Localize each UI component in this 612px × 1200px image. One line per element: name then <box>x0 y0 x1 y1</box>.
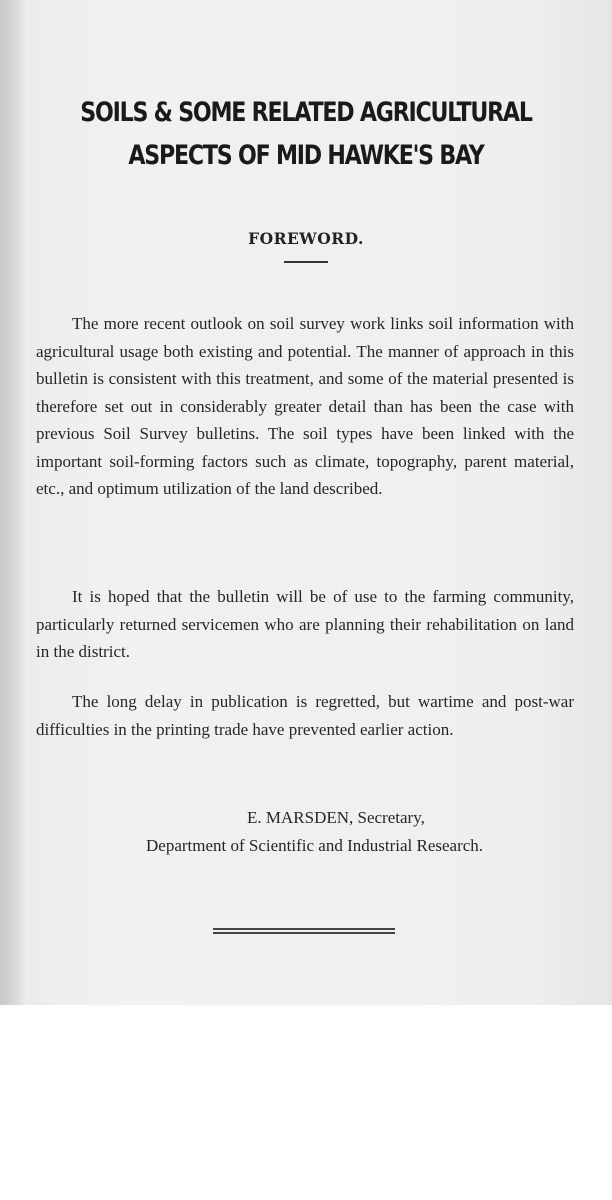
signature-department: Department of Scientific and Industrial Research. <box>146 836 484 855</box>
paragraph-3: The long delay in publication is regretted, but wartime and post-war difficulties in the printing trade have prevented earlier action. <box>36 692 574 739</box>
paragraph-2: It is hoped that the bulletin will be of use to the farming community, particularly returned servicemen who are planning their rehabilitation on land in the district. <box>36 587 574 661</box>
signature-name: E. MARSDEN, Secretary, <box>247 808 425 827</box>
title-line-1: SOILS & SOME RELATED AGRICULTURAL <box>80 97 532 128</box>
closing-double-rule <box>213 928 395 934</box>
title-line-2: ASPECTS OF MID HAWKE'S BAY <box>128 140 484 171</box>
foreword-heading: FOREWORD. <box>248 229 364 248</box>
paragraph-1: The more recent outlook on soil survey work links soil information with agricultural usage both existing and potential. The manner of approach in this bulletin is consistent with this treatment, and some of the material presented is therefore set out in considerably greater detail than has been the case with previous Soil Survey bulletins. The soil types have been linked with the important soil-forming factors such as climate, topography, parent material, etc., and optimum utilization of the land described. <box>36 314 574 498</box>
heading-underline <box>284 261 328 263</box>
